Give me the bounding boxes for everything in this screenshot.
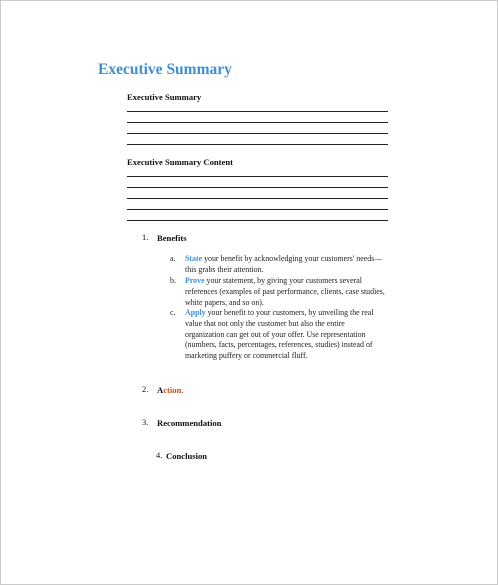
list-letter: b. xyxy=(170,276,176,285)
executive-summary-content-label: Executive Summary Content xyxy=(127,157,233,167)
benefit-item-c xyxy=(170,308,385,362)
document-title: Executive Summary xyxy=(98,61,232,78)
summary-line-4 xyxy=(127,144,388,145)
recommendation-number: 3. xyxy=(142,418,149,427)
list-keyword: State xyxy=(185,254,203,263)
action-period: . xyxy=(181,385,184,395)
list-item-text xyxy=(185,276,385,308)
content-line-2 xyxy=(127,187,388,188)
list-keyword: Prove xyxy=(185,276,205,285)
conclusion-number: 4. xyxy=(156,451,163,460)
list-item-text xyxy=(185,308,385,362)
content-line-1 xyxy=(127,176,388,177)
action-number: 2. xyxy=(142,385,149,394)
benefits-number: 1. xyxy=(142,233,149,242)
executive-summary-label: Executive Summary xyxy=(127,92,202,102)
action-heading xyxy=(157,385,184,395)
content-line-3 xyxy=(127,198,388,199)
list-letter: c. xyxy=(170,308,176,317)
conclusion-heading: Conclusion xyxy=(166,451,208,461)
summary-line-1 xyxy=(127,111,388,112)
action-initial: A xyxy=(157,385,164,395)
recommendation-heading: Recommendation xyxy=(157,418,222,428)
benefit-item-a xyxy=(170,254,385,276)
content-line-5 xyxy=(127,220,388,221)
list-item-body: your statement, by giving your customers several references (examples of past performance, clients, case studies, white papers, and so on). xyxy=(185,276,385,307)
benefits-heading: Benefits xyxy=(157,233,187,243)
list-item-text xyxy=(185,254,385,276)
list-letter: a. xyxy=(170,254,176,263)
action-rest: ction xyxy=(163,385,182,395)
list-keyword: Apply xyxy=(185,308,206,317)
list-item-body: your benefit to your customers, by unveiling the real value that not only the customer but also the entire organization can get out of your offer. Use representation (numbers, facts, percentages, references, studies) instead of marketing puffery or commercial fluff. xyxy=(185,308,374,361)
summary-line-3 xyxy=(127,133,388,134)
benefit-item-b xyxy=(170,276,385,308)
summary-line-2 xyxy=(127,122,388,123)
list-item-body: your benefit by acknowledging your customers' needs—this grabs their attention. xyxy=(185,254,383,274)
content-line-4 xyxy=(127,209,388,210)
